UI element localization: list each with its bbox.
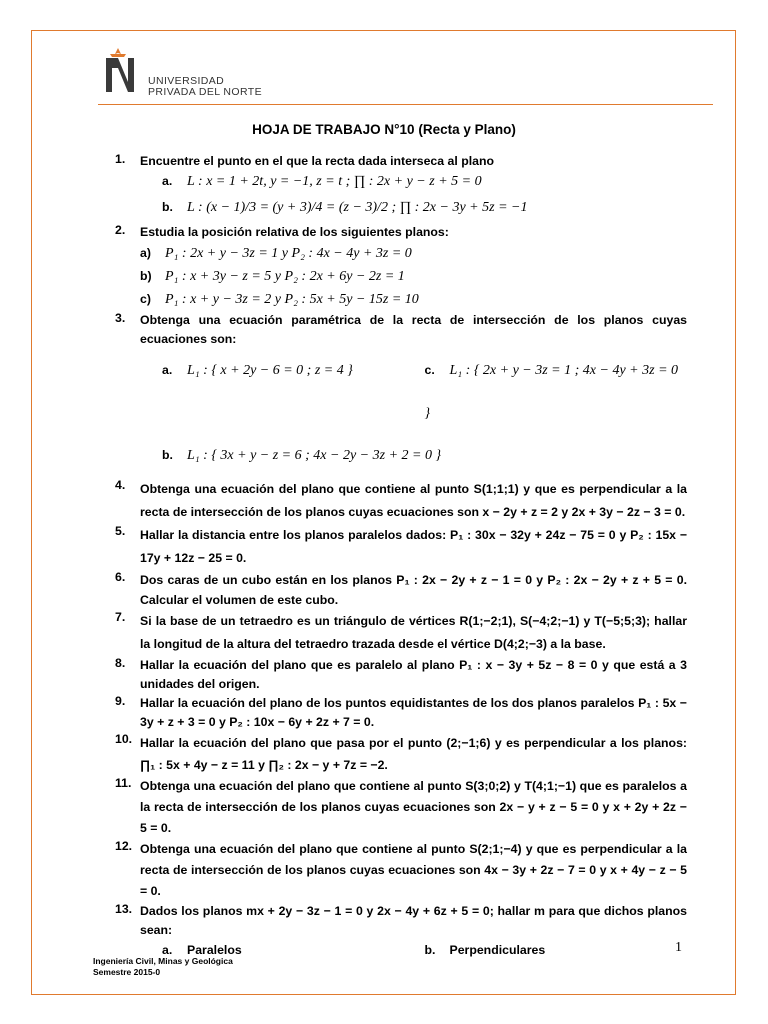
exercise-number: 7. [115,610,126,624]
exercise-text: Hallar la ecuación del plano de los puntos equidistantes de los dos planos paralelos P₁ : 5x − 3y + z + 3 = 0 y P₂ : 10x − 6y + 2z + 7 = 0. [140,696,687,729]
exercise-text: Hallar la distancia entre los planos paralelos dados: P₁ : 30x − 32y + 24z − 75 = 0 y P₂ : 15x − 17y + 12z − 25 = 0. [140,528,687,565]
exercise-number: 6. [115,570,126,584]
sub-label: c) [140,292,151,306]
footer-line1: Ingeniería Civil, Minas y Geológica [93,956,233,966]
sub-text: Perpendiculares [449,943,546,957]
university-logo-icon [98,48,138,98]
exercise-text: Obtenga una ecuación del plano que contiene al punto S(3;0;2) y T(4;1;−1) que es paralelos a la recta de intersección de los planos cuyas ecuaciones son 2x − y + z − 5 = 0 y x + 2y + 2z − 5 = 0. [140,779,687,835]
exercise-4 [115,478,687,524]
exercise-text: Obtenga una ecuación del plano que contiene al punto S(2;1;−4) y que es perpendicular a la recta de intersección de los planos cuyas ecuaciones son 4x − 3y + 2z − 7 = 0 y x + 4y − z − 5 = 0. [140,842,687,898]
sub-label: a) [140,246,151,260]
exercise-11 [115,776,687,839]
sub-math: P₁ : 2x + y − 3z = 1 y P₂ : 4x − 4y + 3z = 0 [165,246,412,261]
exercise-number: 4. [115,478,126,492]
sub-math: P₁ : x + 3y − z = 5 y P₂ : 2x + 6y − 2z = 1 [165,269,405,284]
exercise-text: Hallar la ecuación del plano que pasa por el punto (2;−1;6) y es perpendicular a los planos: ∏₁ : 5x + 4y − z = 11 y ∏₂ : 2x − y + 7z = −2. [140,736,687,772]
exercise-7 [115,610,687,656]
sub-label: b. [162,448,173,462]
exercise-number: 12. [115,839,133,853]
exercise-list [115,152,687,961]
exercise-10 [115,732,687,776]
sub-text: Paralelos [187,943,242,957]
exercise-text: Obtenga una ecuación del plano que contiene al punto S(1;1;1) y que es perpendicular a la recta de intersección de los planos cuyas ecuaciones son x − 2y + z = 2 y 2x + 3y − 2z − 3 = 0. [140,482,687,519]
exercise-13 [115,902,687,961]
sub-label: c. [424,363,435,377]
exercise-text: Encuentre el punto en el que la recta dada interseca al plano [140,154,494,168]
exercise-number: 9. [115,694,126,708]
exercise-number: 5. [115,524,126,538]
exercise-number: 2. [115,223,126,237]
exercise-text: Hallar la ecuación del plano que es paralelo al plano P₁ : x − 3y + 5z − 8 = 0 y que está a 3 unidades del origen. [140,658,687,691]
footer [93,956,233,978]
exercise-number: 1. [115,152,126,166]
exercise-3 [115,311,687,476]
exercise-8 [115,656,687,694]
exercise-9 [115,694,687,732]
sub-label: a. [162,363,173,377]
sub-label: b) [140,269,152,283]
exercise-number: 11. [115,776,132,790]
sub-label: a. [162,943,173,957]
university-name [148,76,262,98]
exercise-12 [115,839,687,902]
header-divider [98,104,713,105]
exercise-text: Dados los planos mx + 2y − 3z − 1 = 0 y 2x − 4y + 6z + 5 = 0; hallar m para que dichos planos sean: [140,904,687,937]
sub-math: L : (x − 1)/3 = (y + 3)/4 = (z − 3)/2 ; ∏ : 2x − 3y + 5z = −1 [187,200,528,215]
footer-line2: Semestre 2015-0 [93,967,161,977]
sub-math: L₁ : { 3x + y − z = 6 ; 4x − 2y − 3z + 2 = 0 } [187,448,442,463]
exercise-number: 3. [115,311,126,325]
sub-label: a. [162,174,173,188]
exercise-number: 13. [115,902,133,916]
exercise-text: Si la base de un tetraedro es un triángulo de vértices R(1;−2;1), S(−4;2;−1) y T(−5;5;3); hallar la longitud de la altura del tetraedro trazada desde el vértice D(4;2;−3) a la base. [140,614,687,651]
sub-label: b. [162,200,173,214]
page-number: 1 [675,940,682,955]
page-title: HOJA DE TRABAJO N°10 (Recta y Plano) [252,122,516,137]
sub-math: L : x = 1 + 2t, y = −1, z = t ; ∏ : 2x + y − z + 5 = 0 [187,174,482,189]
exercise-text: Obtenga una ecuación paramétrica de la recta de intersección de los planos cuyas ecuaciones son: [140,313,687,346]
sub-label: b. [424,943,436,957]
brand-line2: PRIVADA DEL NORTE [148,86,262,98]
exercise-number: 8. [115,656,126,670]
exercise-1 [115,152,687,223]
sub-math: L₁ : { x + 2y − 6 = 0 ; z = 4 } [187,363,353,378]
exercise-number: 10. [115,732,133,746]
exercise-text: Dos caras de un cubo están en los planos P₁ : 2x − 2y + z − 1 = 0 y P₂ : 2x − 2y + z + 5 = 0. Calcular el volumen de este cubo. [140,573,687,607]
exercise-6 [115,570,687,610]
brand-line1: UNIVERSIDAD [148,75,225,87]
sub-math: L₁ : { 2x + y − 3z = 1 ; 4x − 4y + 3z = 0 } [424,363,679,421]
exercise-5 [115,524,687,570]
exercise-2 [115,223,687,311]
exercise-text: Estudia la posición relativa de los siguientes planos: [140,225,449,239]
sub-math: P₁ : x + y − 3z = 2 y P₂ : 5x + 5y − 15z = 10 [165,292,419,307]
